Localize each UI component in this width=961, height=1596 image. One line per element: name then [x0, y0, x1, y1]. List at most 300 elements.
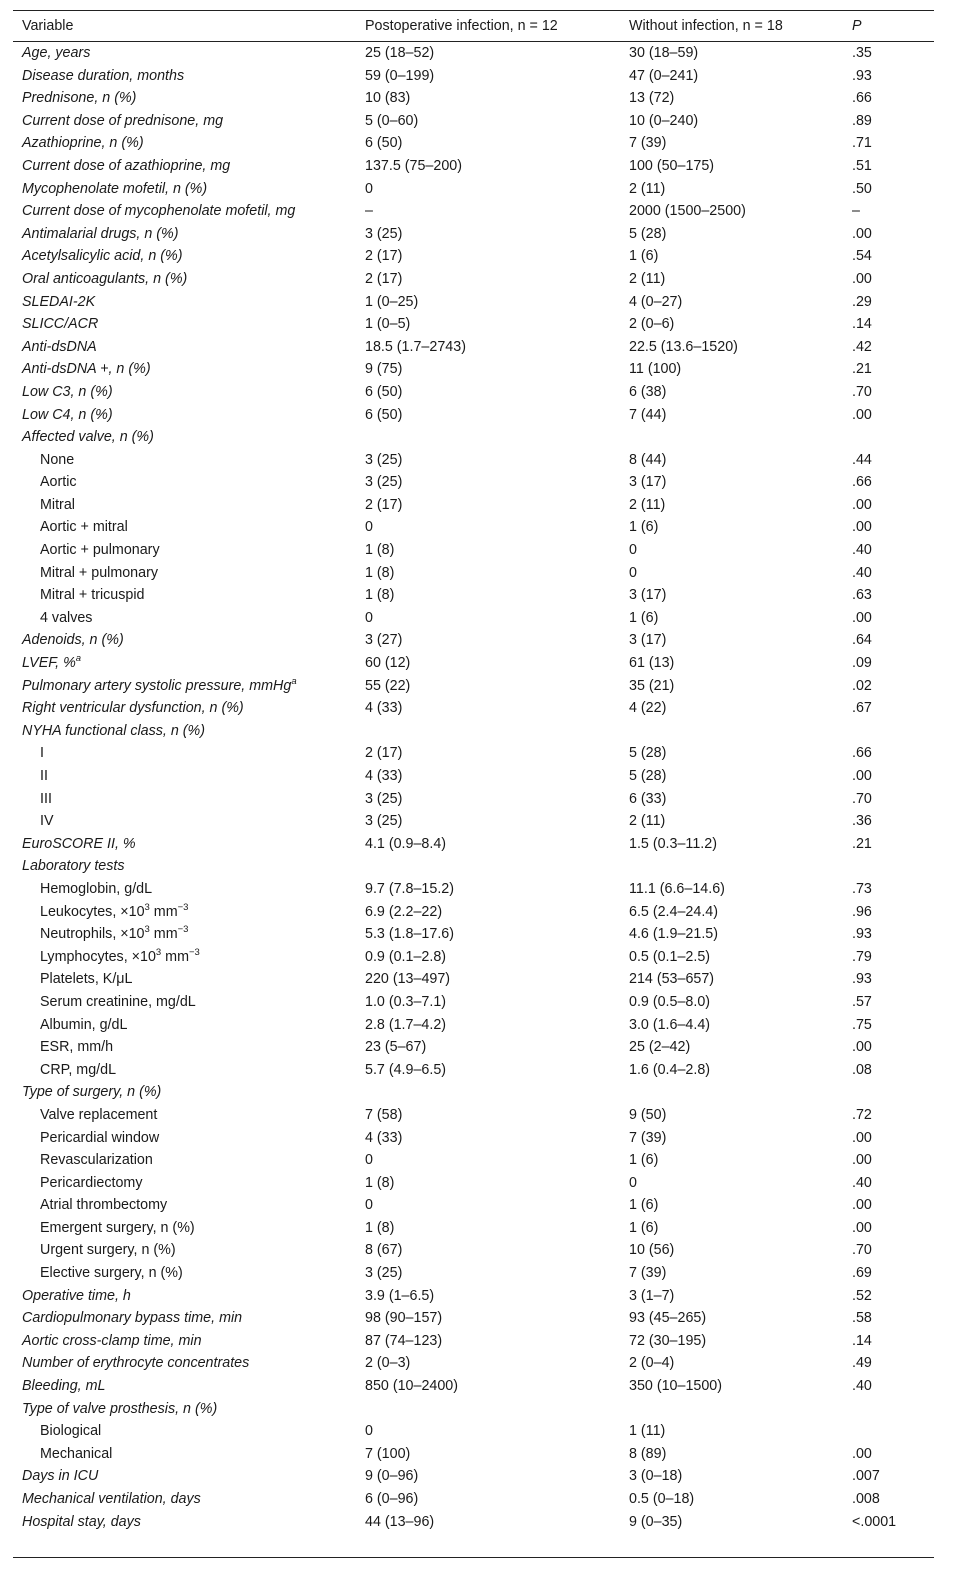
p-value: .00	[852, 406, 872, 423]
postoperative-value: 10 (83)	[365, 90, 411, 107]
postoperative-value: 3 (25)	[365, 474, 403, 491]
table-row	[13, 720, 934, 743]
row-label-text: Emergent surgery, n (%)	[40, 1219, 195, 1236]
row-label	[22, 1465, 98, 1488]
row-label	[40, 788, 52, 811]
row-label-superscript: 3	[155, 946, 162, 958]
row-label	[40, 878, 152, 901]
row-label-text: Adenoids, n (%)	[22, 632, 124, 649]
row-label	[22, 697, 244, 720]
postoperative-value: 0	[365, 1423, 373, 1440]
p-value: .93	[852, 67, 872, 84]
table-row	[13, 1239, 934, 1262]
row-label	[40, 923, 188, 946]
postoperative-value: 3 (25)	[365, 1265, 403, 1282]
without-infection-value: 22.5 (13.6–1520)	[629, 338, 738, 355]
postoperative-value: 3 (25)	[365, 225, 403, 242]
without-infection-value: 2 (11)	[629, 496, 666, 513]
row-label-text: Pericardial window	[40, 1129, 160, 1146]
without-infection-value: 100 (50–175)	[629, 157, 715, 174]
p-value: .008	[852, 1491, 880, 1507]
postoperative-value: 60 (12)	[365, 655, 411, 672]
header-p-value: P	[852, 18, 862, 34]
postoperative-value: 3 (25)	[365, 790, 403, 807]
table-row	[13, 1014, 934, 1037]
row-label-text: Low C3, n (%)	[22, 383, 113, 400]
postoperative-value: 98 (90–157)	[365, 1310, 443, 1327]
row-label	[40, 810, 54, 833]
row-label	[22, 833, 136, 856]
p-value: .42	[852, 338, 872, 355]
table-row	[13, 1172, 934, 1195]
without-infection-value: 2000 (1500–2500)	[629, 203, 746, 220]
row-label-text: EuroSCORE II, %	[22, 835, 136, 852]
without-infection-value: 4.6 (1.9–21.5)	[629, 926, 719, 943]
row-label-text: Neutrophils, ×10	[40, 926, 145, 943]
without-infection-value: 3.0 (1.6–4.4)	[629, 1016, 711, 1033]
row-label	[40, 991, 196, 1014]
postoperative-value: 44 (13–96)	[365, 1513, 435, 1530]
p-value: .67	[852, 700, 872, 717]
p-value: .36	[852, 813, 872, 830]
row-label-text: 4 valves	[40, 609, 93, 626]
table-row	[13, 42, 934, 65]
row-label-text: Valve replacement	[40, 1106, 158, 1123]
row-label	[22, 155, 230, 178]
without-infection-value: 6 (33)	[629, 790, 667, 807]
postoperative-value: 3 (25)	[365, 813, 403, 830]
row-label-superscript: a	[75, 653, 82, 665]
row-label	[40, 1262, 183, 1285]
without-infection-value: 35 (21)	[629, 677, 675, 694]
row-label-text: Anti-dsDNA +, n (%)	[22, 361, 151, 378]
row-label-text: SLICC/ACR	[22, 316, 99, 333]
p-value: .00	[852, 270, 872, 287]
p-value: .89	[852, 112, 872, 129]
row-label-text: Disease duration, months	[22, 67, 185, 84]
without-infection-value: 7 (39)	[629, 1265, 667, 1282]
table-row	[13, 584, 934, 607]
p-value: .40	[852, 1174, 872, 1191]
without-infection-value: 6 (38)	[629, 383, 667, 400]
without-infection-value: 25 (2–42)	[629, 1039, 691, 1056]
row-label-text: Antimalarial drugs, n (%)	[22, 225, 179, 242]
table-row	[13, 607, 934, 630]
row-label	[40, 516, 128, 539]
row-label	[22, 268, 187, 291]
without-infection-value: 3 (1–7)	[629, 1287, 675, 1304]
row-label-text: Type of surgery, n (%)	[22, 1084, 162, 1101]
row-label-text: Age, years	[22, 45, 91, 61]
table-row	[13, 1375, 934, 1398]
row-label-text: Serum creatinine, mg/dL	[40, 993, 196, 1010]
row-label-text: Mechanical	[40, 1445, 113, 1462]
without-infection-value: 3 (17)	[629, 474, 667, 491]
p-value: .93	[852, 971, 872, 988]
table-row	[13, 765, 934, 788]
table-row	[13, 742, 934, 765]
row-label	[22, 1285, 131, 1308]
p-value: .00	[852, 519, 872, 536]
without-infection-value: 1 (6)	[629, 248, 659, 265]
p-value: .14	[852, 316, 872, 333]
postoperative-value: 0.9 (0.1–2.8)	[365, 948, 447, 965]
p-value: .72	[852, 1106, 872, 1123]
row-label-text: Biological	[40, 1423, 102, 1440]
p-value: .00	[852, 496, 872, 513]
postoperative-value: 1 (8)	[365, 1219, 395, 1236]
row-label-text: CRP, mg/dL	[40, 1061, 117, 1078]
p-value: .58	[852, 1310, 872, 1327]
row-label-unit: mm	[161, 948, 189, 965]
p-value: .00	[852, 609, 872, 626]
row-label	[40, 765, 48, 788]
p-value: .70	[852, 383, 872, 400]
table-body	[13, 42, 934, 1533]
postoperative-value: 6 (50)	[365, 383, 403, 400]
without-infection-value: 9 (0–35)	[629, 1513, 683, 1530]
row-label	[40, 1172, 143, 1195]
without-infection-value: 9 (50)	[629, 1106, 667, 1123]
row-label-text: Aortic + mitral	[40, 519, 128, 536]
row-label-text: Mitral	[40, 496, 75, 513]
without-infection-value: 3 (17)	[629, 587, 667, 604]
postoperative-value: 55 (22)	[365, 677, 411, 694]
postoperative-value: 2 (17)	[365, 270, 403, 287]
table-row	[13, 1104, 934, 1127]
table-row	[13, 1127, 934, 1150]
p-value: .29	[852, 293, 872, 310]
row-label-text: Bleeding, mL	[22, 1378, 106, 1395]
p-value: .00	[852, 1445, 872, 1462]
without-infection-value: 0.5 (0–18)	[629, 1491, 695, 1507]
p-value: <.0001	[852, 1513, 897, 1530]
without-infection-value: 2 (11)	[629, 180, 666, 197]
without-infection-value: 5 (28)	[629, 745, 667, 762]
row-label	[22, 381, 113, 404]
row-label-superscript: 3	[144, 901, 150, 913]
table-row	[13, 87, 934, 110]
row-label	[40, 1443, 112, 1466]
table-row	[13, 1307, 934, 1330]
row-label-text: LVEF, %	[22, 655, 76, 672]
table-row	[13, 1285, 934, 1308]
row-label-text: Albumin, g/dL	[40, 1016, 128, 1033]
without-infection-value: 5 (28)	[629, 225, 667, 242]
row-label-superscript: a	[291, 675, 297, 687]
row-label	[40, 1104, 157, 1127]
row-label	[22, 629, 124, 652]
table-row	[13, 539, 934, 562]
postoperative-value: 4 (33)	[365, 1129, 403, 1146]
row-label-text: Elective surgery, n (%)	[40, 1265, 183, 1282]
row-label	[40, 901, 188, 924]
without-infection-value: 0	[629, 564, 637, 581]
postoperative-value: 2 (0–3)	[365, 1355, 411, 1372]
table-row	[13, 946, 934, 969]
p-value: .71	[852, 135, 872, 152]
postoperative-value: 1 (0–5)	[365, 316, 411, 333]
without-infection-value: 1.6 (0.4–2.8)	[629, 1061, 711, 1078]
p-value: .00	[852, 225, 872, 242]
header-without-infection: Without infection, n = 18	[629, 18, 783, 34]
p-value: .00	[852, 1197, 872, 1214]
p-value: .40	[852, 564, 872, 581]
row-label	[40, 607, 92, 630]
table-row	[13, 291, 934, 314]
postoperative-value: 1 (0–25)	[365, 293, 419, 310]
row-label-text: None	[40, 451, 75, 468]
table-row	[13, 336, 934, 359]
row-label-text: Right ventricular dysfunction, n (%)	[22, 700, 244, 717]
p-value: .007	[852, 1468, 880, 1485]
postoperative-value: 7 (100)	[365, 1445, 411, 1462]
p-value: .00	[852, 1129, 872, 1146]
table-row	[13, 833, 934, 856]
table-row	[13, 629, 934, 652]
row-label	[22, 1488, 201, 1511]
table-row	[13, 788, 934, 811]
row-label	[40, 1194, 167, 1217]
table-row	[13, 1262, 934, 1285]
table-row	[13, 1217, 934, 1240]
table-row	[13, 991, 934, 1014]
without-infection-value: 1 (6)	[629, 1219, 659, 1236]
row-label	[22, 1081, 161, 1104]
table-row	[13, 313, 934, 336]
row-label-text: Current dose of mycophenolate mofetil, mg	[22, 203, 296, 220]
without-infection-value: 47 (0–241)	[629, 67, 699, 84]
without-infection-value: 13 (72)	[629, 90, 675, 107]
postoperative-value: 2 (17)	[365, 496, 403, 513]
row-label	[22, 855, 125, 878]
postoperative-value: 0	[365, 1197, 373, 1214]
postoperative-value: 59 (0–199)	[365, 67, 435, 84]
table-row	[13, 1036, 934, 1059]
row-label-text: Prednisone, n (%)	[22, 90, 137, 107]
table-row	[13, 404, 934, 427]
row-label-text: Oral anticoagulants, n (%)	[22, 270, 188, 287]
row-label	[40, 968, 132, 991]
table-row	[13, 1330, 934, 1353]
table-row	[13, 471, 934, 494]
row-label-text: NYHA functional class, n (%)	[22, 722, 206, 739]
header-variable: Variable	[22, 18, 74, 34]
postoperative-value: 0	[365, 519, 373, 536]
p-value: .64	[852, 632, 872, 649]
row-label-text: Lymphocytes, ×10	[40, 948, 156, 965]
postoperative-value: 850 (10–2400)	[365, 1378, 459, 1395]
row-label-text: Operative time, h	[22, 1287, 131, 1304]
without-infection-value: 61 (13)	[629, 655, 675, 672]
postoperative-value: 5.7 (4.9–6.5)	[365, 1061, 447, 1078]
postoperative-value: –	[365, 203, 373, 220]
row-label-unit-exponent: −3	[177, 924, 189, 936]
table-row	[13, 268, 934, 291]
table-bottom-rule	[13, 1557, 934, 1558]
postoperative-value: 87 (74–123)	[365, 1332, 443, 1349]
postoperative-value: 6.9 (2.2–22)	[365, 903, 443, 920]
without-infection-value: 93 (45–265)	[629, 1310, 707, 1327]
without-infection-value: 1 (6)	[629, 609, 659, 626]
row-label	[22, 720, 205, 743]
row-label-text: Days in ICU	[22, 1468, 99, 1485]
table-row	[13, 1488, 934, 1511]
postoperative-value: 4 (33)	[365, 700, 403, 717]
table-row	[13, 494, 934, 517]
p-value: .00	[852, 768, 872, 784]
table-row	[13, 516, 934, 539]
row-label-text: Azathioprine, n (%)	[22, 135, 144, 152]
table-row	[13, 1398, 934, 1421]
postoperative-value: 5.3 (1.8–17.6)	[365, 926, 455, 943]
without-infection-value: 2 (11)	[629, 813, 666, 830]
postoperative-value: 0	[365, 609, 373, 626]
without-infection-value: 10 (56)	[629, 1242, 675, 1259]
postoperative-value: 0	[365, 180, 373, 197]
postoperative-value: 9.7 (7.8–15.2)	[365, 880, 455, 897]
table-row	[13, 968, 934, 991]
without-infection-value: 350 (10–1500)	[629, 1378, 723, 1395]
table-row	[13, 855, 934, 878]
row-label	[40, 562, 158, 585]
p-value: .63	[852, 587, 872, 604]
without-infection-value: 30 (18–59)	[629, 45, 699, 61]
row-label	[22, 291, 95, 314]
p-value: .51	[852, 157, 872, 174]
row-label-text: Anti-dsDNA	[22, 338, 97, 355]
row-label-text: SLEDAI-2K	[22, 293, 96, 310]
row-label	[22, 132, 144, 155]
p-value: .93	[852, 926, 872, 943]
postoperative-value: 25 (18–52)	[365, 45, 435, 61]
table-row	[13, 381, 934, 404]
without-infection-value: 7 (39)	[629, 1129, 667, 1146]
table-row	[13, 155, 934, 178]
p-value: .50	[852, 180, 872, 197]
without-infection-value: 1.5 (0.3–11.2)	[629, 835, 717, 852]
results-table	[13, 10, 934, 1533]
row-label	[22, 404, 113, 427]
p-value: .00	[852, 1219, 872, 1236]
without-infection-value: 2 (0–6)	[629, 316, 675, 333]
table-row	[13, 901, 934, 924]
row-label-text: Low C4, n (%)	[22, 406, 113, 423]
row-label	[40, 449, 74, 472]
postoperative-value: 9 (0–96)	[365, 1468, 419, 1485]
row-label	[40, 1127, 159, 1150]
row-label	[22, 336, 97, 359]
row-label	[22, 223, 179, 246]
without-infection-value: 7 (39)	[629, 135, 667, 152]
postoperative-value: 3 (27)	[365, 632, 403, 649]
table-row	[13, 1059, 934, 1082]
p-value: .35	[852, 45, 872, 61]
p-value: .79	[852, 948, 872, 965]
row-label-text: Laboratory tests	[22, 858, 125, 875]
row-label-text: Pulmonary artery systolic pressure, mmHg	[22, 677, 292, 694]
p-value: .02	[852, 677, 872, 694]
without-infection-value: 0.5 (0.1–2.5)	[629, 948, 711, 965]
table-header-row	[13, 10, 934, 42]
table-row	[13, 245, 934, 268]
p-value: .70	[852, 1242, 872, 1259]
p-value: .54	[852, 248, 872, 265]
without-infection-value: 7 (44)	[629, 406, 667, 423]
row-label-text: Hemoglobin, g/dL	[40, 880, 153, 897]
table-row	[13, 1149, 934, 1172]
without-infection-value: 5 (28)	[629, 768, 667, 784]
table-row	[13, 675, 934, 698]
row-label	[22, 87, 136, 110]
table-row	[13, 1081, 934, 1104]
p-value: .57	[852, 993, 872, 1010]
row-label-text: Mycophenolate mofetil, n (%)	[22, 180, 208, 197]
p-value: .96	[852, 903, 872, 920]
table-row	[13, 923, 934, 946]
p-value: .69	[852, 1265, 872, 1282]
row-label	[22, 42, 90, 65]
row-label	[40, 1014, 127, 1037]
table-row	[13, 449, 934, 472]
without-infection-value: 4 (0–27)	[629, 293, 683, 310]
row-label-superscript: 3	[144, 924, 150, 936]
row-label	[40, 471, 77, 494]
row-label	[22, 313, 98, 336]
row-label	[22, 65, 184, 88]
row-label-text: Current dose of prednisone, mg	[22, 112, 224, 129]
row-label-text: Leukocytes, ×10	[40, 903, 145, 920]
without-infection-value: 1 (6)	[629, 1197, 659, 1214]
without-infection-value: 6.5 (2.4–24.4)	[629, 903, 719, 920]
without-infection-value: 1 (6)	[629, 519, 659, 536]
p-value: .00	[852, 1152, 872, 1169]
table-row	[13, 223, 934, 246]
postoperative-value: 8 (67)	[365, 1242, 403, 1259]
row-label-text: Mitral + tricuspid	[40, 587, 145, 604]
row-label	[40, 1149, 153, 1172]
without-infection-value: 72 (30–195)	[629, 1332, 707, 1349]
row-label-text: Revascularization	[40, 1152, 153, 1169]
postoperative-value: 6 (0–96)	[365, 1491, 419, 1507]
postoperative-value: 2 (17)	[365, 248, 403, 265]
postoperative-value: 3.9 (1–6.5)	[365, 1287, 435, 1304]
postoperative-value: 6 (50)	[365, 135, 403, 152]
p-value: .52	[852, 1287, 872, 1304]
row-label-text: Aortic cross-clamp time, min	[22, 1332, 202, 1349]
p-value: .73	[852, 880, 872, 897]
row-label	[22, 245, 182, 268]
table-row	[13, 1465, 934, 1488]
postoperative-value: 137.5 (75–200)	[365, 157, 462, 174]
row-label-text: Pericardiectomy	[40, 1174, 143, 1191]
p-value: .00	[852, 1039, 872, 1056]
postoperative-value: 1.0 (0.3–7.1)	[365, 993, 447, 1010]
table-row	[13, 810, 934, 833]
row-label	[40, 1217, 195, 1240]
table-row	[13, 1352, 934, 1375]
table-row	[13, 1420, 934, 1443]
row-label	[22, 1352, 249, 1375]
postoperative-value: 18.5 (1.7–2743)	[365, 338, 466, 355]
p-value: .66	[852, 90, 872, 107]
p-value: .14	[852, 1332, 872, 1349]
p-value: .75	[852, 1016, 872, 1033]
p-value: .70	[852, 790, 872, 807]
without-infection-value: 11.1 (6.6–14.6)	[629, 880, 725, 897]
row-label-text: ESR, mm/h	[40, 1039, 114, 1056]
row-label	[40, 539, 160, 562]
